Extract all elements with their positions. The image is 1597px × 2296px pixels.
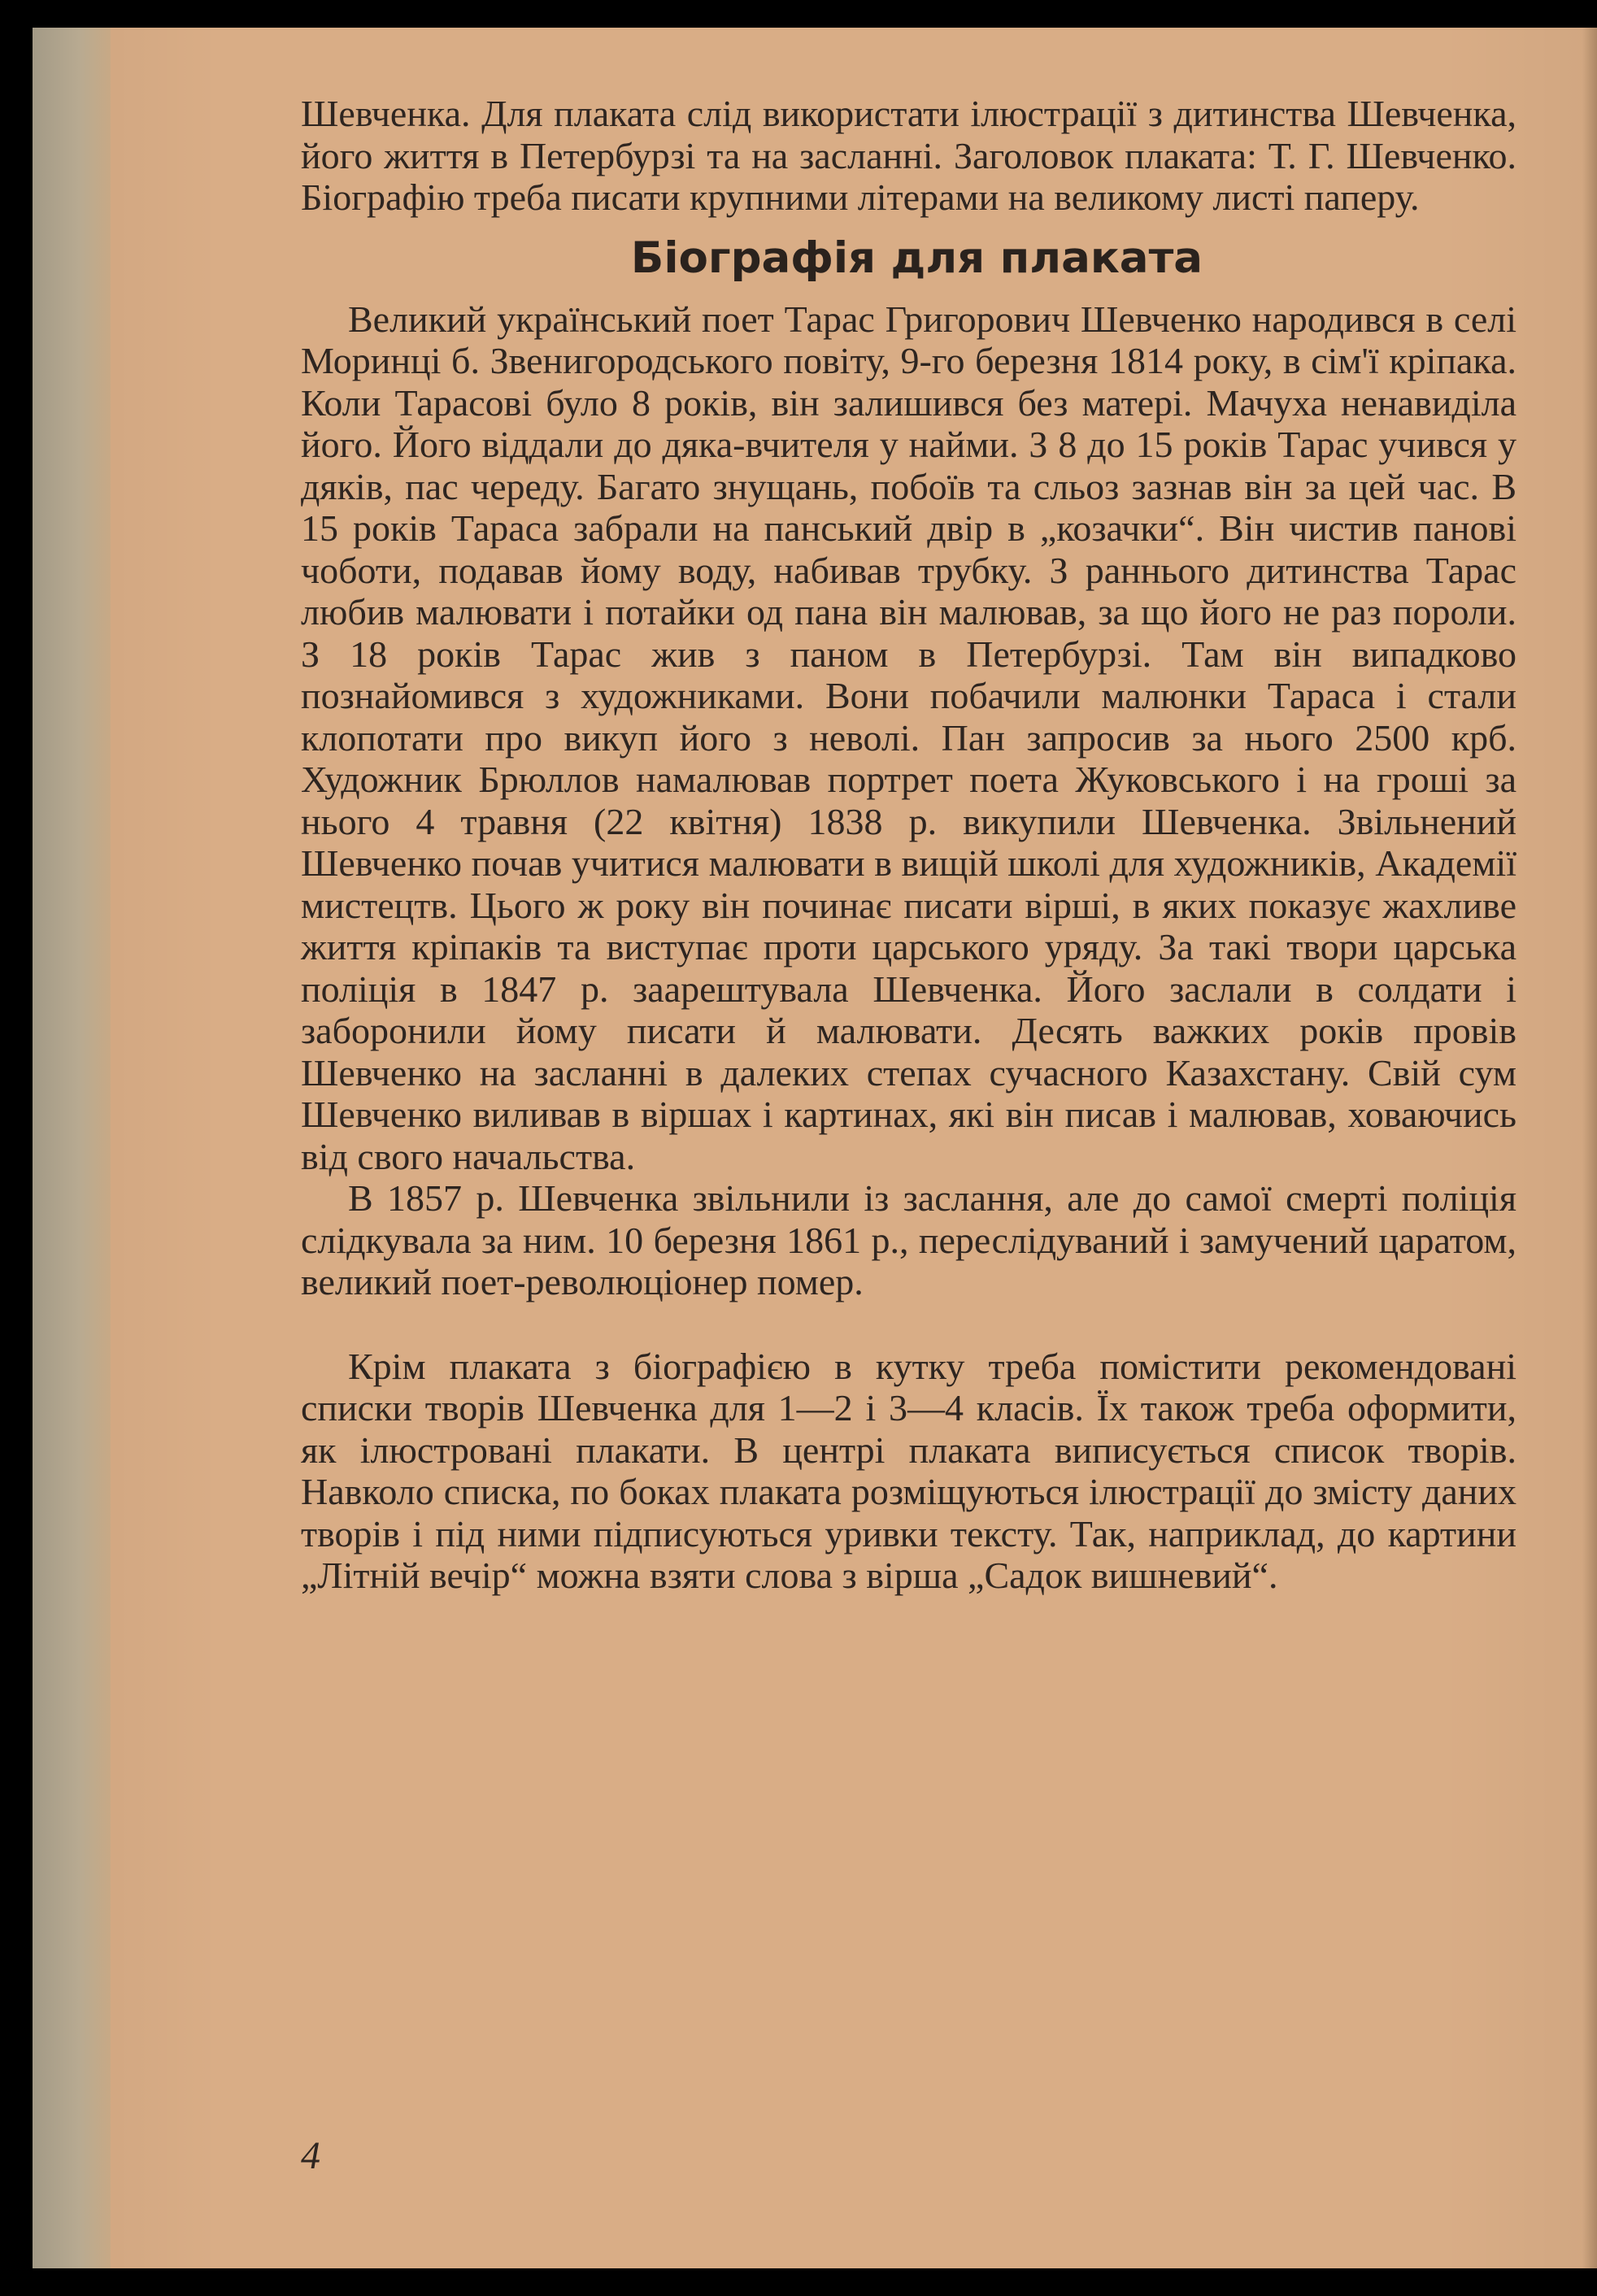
binding-strip [33, 28, 111, 2268]
biography-paragraph: Великий український поет Тарас Григорович Шевченко народився в селі Моринці б. Звенигородського повіту, 9-го березня 1814 року, в сім'ї кріпака. Коли Тарасові було 8 років, він залишився без матері. Мачуха ненавиділа його. Його віддали до дяка-вчителя у найми. З 8 до 15 років Тарас учився у дяків, пас череду. Багато знущань, побоїв та сльоз зазнав він за цей час. В 15 років Тараса забрали на панський двір в „козачки“. Він чистив панові чоботи, подавав йому воду, набивав трубку. З раннього дитинства Тарас любив малювати і потайки од пана він малював, за що його не раз пороли. З 18 років Тарас жив з паном в Петербурзі. Там він випадково познайомився з художниками. Вони побачили малюнки Тараса і стали клопотати про викуп його з неволі. Пан запросив за нього 2500 крб. Художник Брюллов намалював портрет поета Жуковського і на гроші за нього 4 травня (22 квітня) 1838 р. викупили Шевченка. Звільнений Шевченко почав учитися малювати в вищій школі для художників, Академії мистецтв. Цього ж року він починає писати вірші, в яких показує жахливе життя кріпаків та виступає проти царського уряду. За такі твори царська поліція в 1847 р. заарештувала Шевченка. Його заслали в солдати і заборонили йому писати й малювати. Десять важких років провів Шевченко на засланні в далеких степах сучасного Казахстану. Свій сум Шевченко виливав в віршах і картинах, які він писав і малював, ховаючись від свого начальства. [301, 298, 1516, 1177]
closing-paragraph: Крім плаката з біографією в кутку треба помістити рекомендовані списки творів Шевченка для 1—2 і 3—4 класів. Їх також треба оформити, як ілюстровані плакати. В центрі плаката виписується список творів. Навколо списка, по боках плаката розміщуються ілюстрації до змісту даних творів і під ними підписуються уривки тексту. Так, наприклад, до картини „Літній вечір“ можна взяти слова з вірша „Садок вишневий“. [301, 1345, 1516, 1596]
page-number: 4 [301, 2134, 320, 2177]
biography-paragraph-ending: В 1857 р. Шевченка звільнили із заслання, але до самої смерті поліція слідкувала за ним. 10 березня 1861 р., переслідуваний і замучений царатом, великий поет-революціонер помер. [301, 1177, 1516, 1302]
page-edge-shadow [1582, 28, 1597, 2268]
text-block [301, 93, 1516, 1597]
section-heading: Біографія для плаката [630, 233, 1203, 283]
intro-paragraph: Шевченка. Для плаката слід використати ілюстрації з дитинства Шевченка, його життя в Петербурзі та на засланні. Заголовок плаката: Т. Г. Шевченко. Біографію треба писати крупними літерами на великому листі паперу. [301, 93, 1516, 218]
paragraph-gap [301, 1303, 1516, 1346]
book-page [33, 28, 1597, 2268]
